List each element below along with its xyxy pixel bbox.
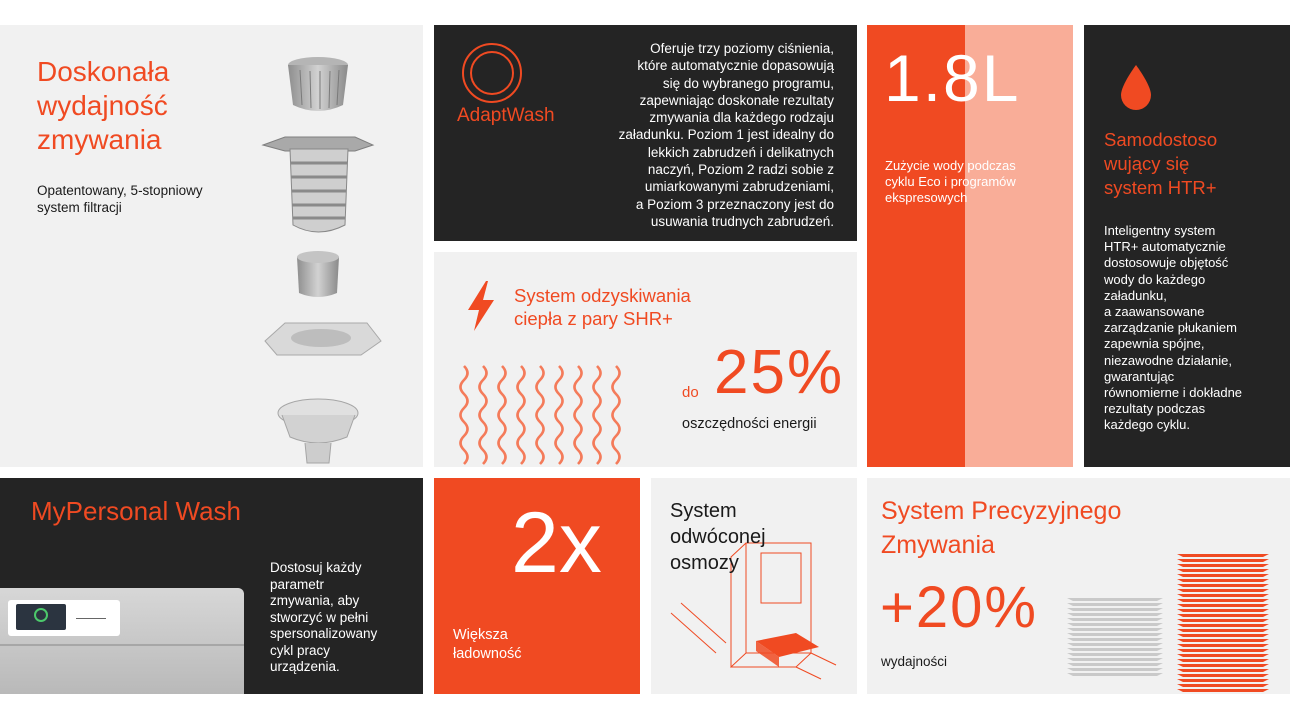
plate: [1177, 669, 1269, 672]
capacity-desc-line: Większa: [453, 627, 508, 643]
plate: [1067, 623, 1163, 626]
mypersonal-title: MyPersonal Wash: [31, 496, 241, 526]
plate: [1177, 679, 1269, 682]
adaptwash-desc-line: usuwania trudnych zabrudzeń.: [650, 213, 834, 229]
osmosis-title-line: odwóconej: [670, 526, 766, 548]
mypersonal-desc-line: Dostosuj każdy: [270, 560, 362, 575]
plate: [1177, 674, 1269, 677]
plate: [1177, 659, 1269, 662]
htr-desc-line: rezultaty podczas: [1104, 401, 1206, 417]
filtration-title-line: Doskonała: [37, 56, 170, 87]
plate: [1067, 673, 1163, 676]
precision-value: +20%: [880, 575, 1038, 640]
filtration-title-line: wydajność: [37, 90, 168, 121]
grey-plates-stack: [1067, 596, 1167, 676]
mypersonal-desc-line: parametr: [270, 576, 325, 592]
plate: [1067, 643, 1163, 646]
osmosis-title: [670, 498, 766, 576]
shr-title-line: System odzyskiwania: [514, 285, 691, 306]
water-desc-line: Zużycie wody podczas: [885, 158, 1016, 173]
plate: [1177, 599, 1269, 602]
shr-value: 25%: [714, 338, 845, 407]
osmosis-title-line: System: [670, 500, 737, 522]
shr-tile: [434, 252, 857, 467]
plate: [1177, 604, 1269, 607]
filtration-desc-line: Opatentowany, 5-stopniowy: [37, 183, 203, 198]
plate: [1177, 664, 1269, 667]
capacity-description: [453, 626, 522, 664]
filter-stages-illustration: [255, 45, 395, 465]
steam-wave: [499, 366, 506, 464]
plate: [1067, 633, 1163, 636]
adaptwash-desc-line: załadunku. Poziom 1 jest idealny do: [618, 127, 834, 143]
plate: [1177, 564, 1269, 567]
htr-desc-line: a zaawansowane: [1104, 304, 1205, 320]
control-line: [76, 618, 106, 619]
plate: [1177, 574, 1269, 577]
plate: [1177, 629, 1269, 632]
door-line: [0, 644, 244, 646]
plate: [1067, 598, 1163, 601]
htr-description: [1104, 223, 1242, 434]
adaptwash-desc-line: Oferuje trzy poziomy ciśnienia,: [650, 41, 834, 56]
plate: [1177, 609, 1269, 612]
mypersonal-description: [270, 560, 377, 676]
shr-title-line: ciepła z pary SHR+: [514, 308, 673, 329]
steam-wave: [556, 366, 563, 464]
plate: [1067, 648, 1163, 651]
dishwasher-panel-illustration: [0, 588, 244, 694]
plate: [1067, 638, 1163, 641]
mypersonal-tile: [0, 478, 423, 694]
plate: [1177, 614, 1269, 617]
water-desc-line: cyklu Eco i programów: [885, 174, 1016, 189]
steam-wave: [594, 366, 601, 464]
water-usage-tile: [867, 25, 1073, 467]
capacity-tile: [434, 478, 640, 694]
lightning-bolt-icon: [464, 280, 498, 332]
adaptwash-desc-line: zmywania dla każdego rodzaju: [649, 110, 834, 126]
osmosis-tile: [651, 478, 857, 694]
adaptwash-desc-line: umiarkowanymi zabrudzeniami,: [644, 179, 834, 195]
htr-desc-line: dostosowuje objętość: [1104, 255, 1229, 271]
shr-title: [514, 284, 691, 330]
htr-desc-line: zapewnia spójne,: [1104, 336, 1205, 352]
plate: [1177, 579, 1269, 582]
htr-desc-line: gwarantując: [1104, 368, 1175, 384]
htr-title: [1104, 128, 1217, 200]
plate: [1067, 658, 1163, 661]
filtration-title: [37, 55, 169, 157]
adaptwash-desc-line: które automatycznie dopasowują: [637, 58, 834, 74]
adaptwash-desc-line: się do wybranego programu,: [662, 75, 834, 91]
plate: [1177, 649, 1269, 652]
precision-caption: wydajności: [881, 654, 948, 669]
shr-caption: oszczędności energii: [682, 416, 817, 432]
filtration-tile: [0, 25, 423, 467]
mypersonal-desc-line: cykl pracy: [270, 642, 331, 658]
capacity-desc-line: ładowność: [453, 646, 522, 662]
plate: [1067, 663, 1163, 666]
orange-plates-stack: [1177, 552, 1273, 694]
water-drop-icon: [1118, 63, 1154, 111]
osmosis-title-line: osmozy: [670, 552, 739, 574]
steam-wave: [537, 366, 544, 464]
plate: [1177, 684, 1269, 687]
adaptwash-desc-line: naczyń, Poziom 2 radzi sobie z: [647, 162, 834, 178]
shr-prefix: do: [682, 384, 699, 401]
htr-desc-line: HTR+ automatycznie: [1104, 239, 1226, 255]
htr-title-line: system HTR+: [1104, 177, 1217, 198]
adaptwash-desc-line: zapewniając doskonałe rezultaty: [639, 92, 834, 108]
steam-wave: [613, 366, 620, 464]
plate: [1177, 634, 1269, 637]
steam-wave: [461, 366, 468, 464]
htr-tile: [1084, 25, 1290, 467]
plate: [1177, 619, 1269, 622]
mypersonal-desc-line: urządzenia.: [270, 659, 340, 674]
plate: [1177, 569, 1269, 572]
adaptwash-desc-line: a Poziom 3 przeznaczony jest do: [635, 196, 834, 212]
htr-desc-line: niezawodne działanie,: [1104, 352, 1232, 368]
precision-tile: [867, 478, 1290, 694]
htr-desc-line: zarządzanie płukaniem: [1104, 320, 1237, 336]
steam-waves-illustration: [458, 364, 638, 467]
filtration-description: [37, 182, 203, 216]
mypersonal-desc-line: spersonalizowany: [270, 626, 378, 641]
plate: [1177, 689, 1269, 692]
plate: [1067, 628, 1163, 631]
concentric-circles-icon: [460, 41, 524, 105]
plate: [1067, 613, 1163, 616]
filtration-title-line: zmywania: [37, 124, 162, 155]
plate: [1177, 594, 1269, 597]
mypersonal-desc-line: zmywania, aby: [270, 593, 360, 608]
htr-desc-line: załadunku,: [1104, 287, 1167, 303]
plate: [1177, 584, 1269, 587]
precision-title-line: System Precyzyjnego: [881, 497, 1122, 525]
adaptwash-label: AdaptWash: [457, 105, 555, 126]
htr-desc-line: równomierne i dokładne: [1104, 385, 1243, 401]
plate: [1067, 653, 1163, 656]
filtration-desc-line: system filtracji: [37, 200, 122, 215]
plate: [1177, 654, 1269, 657]
steam-wave: [518, 366, 525, 464]
plate: [1067, 608, 1163, 611]
adaptwash-tile: [434, 25, 857, 241]
mypersonal-desc-line: stworzyć w pełni: [270, 609, 369, 625]
status-ring: [34, 608, 48, 622]
plate: [1067, 668, 1163, 671]
adaptwash-description: [584, 40, 834, 230]
plate: [1067, 603, 1163, 606]
steam-wave: [575, 366, 582, 464]
htr-desc-line: wody do każdego: [1104, 271, 1206, 287]
capacity-value: 2x: [511, 495, 602, 591]
water-usage-description: [885, 158, 1016, 206]
steam-wave: [480, 366, 487, 464]
plate: [1177, 639, 1269, 642]
plate: [1177, 624, 1269, 627]
htr-title-line: wujący się: [1104, 153, 1190, 174]
plate: [1177, 559, 1269, 562]
plate: [1177, 644, 1269, 647]
plate: [1067, 618, 1163, 621]
htr-desc-line: każdego cyklu.: [1104, 417, 1190, 433]
precision-title-line: Zmywania: [881, 531, 995, 559]
plate: [1177, 589, 1269, 592]
adaptwash-desc-line: lekkich zabrudzeń i delikatnych: [647, 144, 834, 160]
plate: [1177, 554, 1269, 557]
water-desc-line: ekspresowych: [885, 190, 968, 205]
precision-title: [881, 494, 1121, 562]
htr-title-line: Samodostoso: [1104, 129, 1218, 150]
htr-desc-line: Inteligentny system: [1104, 223, 1216, 238]
water-usage-value: 1.8L: [884, 41, 1021, 115]
